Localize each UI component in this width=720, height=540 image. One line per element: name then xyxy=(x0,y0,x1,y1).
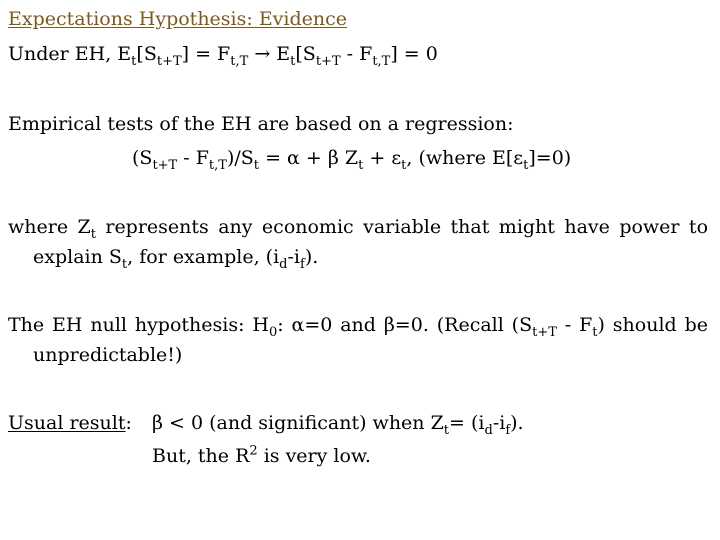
subscript: t+T xyxy=(156,53,182,69)
text-run: : xyxy=(125,412,132,434)
subscript: f xyxy=(300,256,305,272)
subscript: t+T xyxy=(315,53,341,69)
subscript: t xyxy=(253,157,260,173)
text-run: )/S xyxy=(226,147,254,169)
text-run: ]=0) xyxy=(528,147,572,169)
null-hypothesis-line-2: unpredictable!) xyxy=(33,344,183,366)
where-line-2 xyxy=(33,245,319,272)
subscript: t,T xyxy=(372,53,391,69)
eh-statement xyxy=(8,42,438,69)
regression-equation xyxy=(132,146,572,173)
where-line-1 xyxy=(8,215,709,242)
text-run: → E xyxy=(248,43,291,65)
text-run: explain S xyxy=(33,246,122,268)
subscript: t xyxy=(592,324,598,340)
text-run: + ε xyxy=(363,147,402,169)
text-run: ). xyxy=(304,246,319,268)
text-run: ) should be xyxy=(597,314,708,336)
text-run: , for example, (i xyxy=(127,246,280,268)
text-run: - F xyxy=(177,147,209,169)
subscript: t xyxy=(401,157,407,173)
subscript: t xyxy=(523,157,529,173)
subscript: t xyxy=(131,53,137,69)
text-run: -i xyxy=(492,412,506,434)
text-run: Under EH, E xyxy=(8,43,132,65)
subscript: t xyxy=(443,422,450,438)
subscript: t xyxy=(121,256,128,272)
text-run: -i xyxy=(287,246,300,268)
text-run: represents any economic variable that might have power to xyxy=(95,216,709,238)
superscript: 2 xyxy=(249,443,258,459)
text-run: - F xyxy=(556,314,593,336)
text-run: But, the R xyxy=(152,445,250,467)
usual-result-label xyxy=(8,411,132,435)
text-run: The EH null hypothesis: H xyxy=(8,314,269,336)
slide-title: Expectations Hypothesis: Evidence xyxy=(8,8,348,30)
subscript: d xyxy=(484,422,493,438)
usual-result-line-2 xyxy=(152,444,371,468)
subscript: t+T xyxy=(152,157,178,173)
text-run: β < 0 (and significant) when Z xyxy=(152,412,444,434)
empirical-tests-text: Empirical tests of the EH are based on a regression: xyxy=(8,113,514,135)
text-run: ). xyxy=(510,412,524,434)
text-run: - F xyxy=(340,43,373,65)
text-run: , (where E[ε xyxy=(406,147,524,169)
null-hypothesis-line-1 xyxy=(8,313,708,340)
subscript: t+T xyxy=(532,324,557,340)
subscript: t,T xyxy=(208,157,227,173)
subscript: d xyxy=(279,256,288,272)
subscript: t xyxy=(90,226,96,242)
usual-result-heading: Usual result xyxy=(8,412,126,434)
text-run: is very low. xyxy=(257,445,371,467)
subscript: f xyxy=(505,422,511,438)
text-run: = (i xyxy=(449,412,485,434)
usual-result-line-1 xyxy=(152,411,524,438)
subscript: t xyxy=(290,53,296,69)
text-run: [S xyxy=(295,43,316,65)
text-run: (S xyxy=(132,147,153,169)
text-run: ] = F xyxy=(181,43,231,65)
text-run: where Z xyxy=(8,216,91,238)
subscript: 0 xyxy=(268,324,278,340)
subscript: t,T xyxy=(230,53,249,69)
text-run: : α=0 and β=0. (Recall (S xyxy=(277,314,533,336)
text-run: = α + β Z xyxy=(259,147,359,169)
text-run: [S xyxy=(136,43,157,65)
subscript: t xyxy=(358,157,364,173)
text-run: ] = 0 xyxy=(390,43,438,65)
